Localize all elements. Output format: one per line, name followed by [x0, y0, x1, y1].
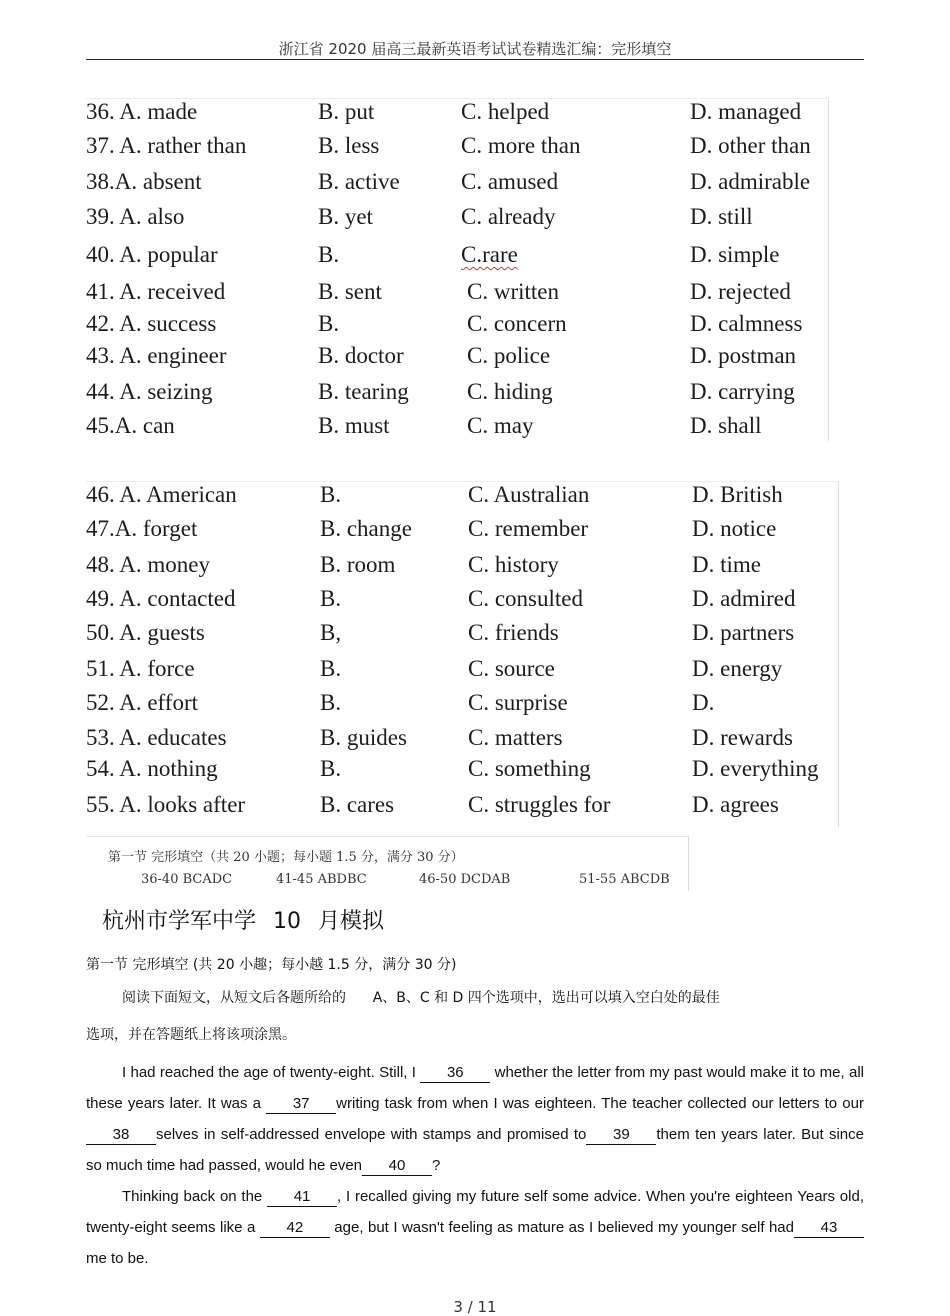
option-c: C. already	[461, 204, 556, 229]
option-d: D. rewards	[692, 725, 793, 750]
option-b: B. yet	[318, 204, 373, 229]
option-d: D. still	[690, 204, 753, 229]
option-b: B. sent	[318, 279, 382, 304]
blank-38: 38	[86, 1126, 156, 1145]
option-d: D. British	[692, 482, 783, 507]
option-b: B.	[318, 311, 340, 336]
option-c: C. struggles for	[468, 792, 611, 817]
option-c: C. written	[467, 279, 559, 304]
option-a: 38.A. absent	[86, 169, 202, 194]
option-d: D. calmness	[690, 311, 803, 336]
option-c: C. something	[468, 756, 591, 781]
option-c: C. amused	[461, 169, 559, 194]
option-b: B. guides	[320, 725, 407, 750]
passage-paragraph-2	[86, 1181, 864, 1274]
option-b: B.	[320, 756, 342, 781]
option-a: 53. A. educates	[86, 725, 227, 750]
option-b: B.	[320, 482, 342, 507]
option-b: B. room	[320, 552, 396, 577]
option-a: 43. A. engineer	[86, 343, 227, 368]
option-d: D. postman	[690, 343, 797, 368]
answer-key-group: 36-40 BCADC	[141, 872, 233, 887]
passage-text: Thinking back on the	[122, 1188, 268, 1205]
blank-36: 36	[420, 1064, 490, 1083]
option-a: 39. A. also	[86, 204, 185, 229]
options-table-36-45	[86, 98, 829, 441]
option-c: C. surprise	[468, 690, 568, 715]
passage-text: them ten years later. But since so much time had passed, would he even	[86, 1126, 864, 1174]
option-a: 40. A. popular	[86, 242, 218, 267]
passage-text: me to be.	[86, 1250, 149, 1267]
option-c: C. concern	[467, 311, 567, 336]
directions-line: 选项，并在答题纸上将该项涂黑。	[86, 1027, 296, 1043]
option-c: C. source	[468, 656, 555, 681]
directions-line: 阅读下面短文，从短文后各题所给的 A、B、C 和 D 四个选项中，选出可以填入空白处的最佳	[122, 990, 720, 1006]
blank-41: 41	[267, 1188, 337, 1207]
option-a: 51. A. force	[86, 656, 195, 681]
passage-text: I had reached the age of twenty-eight. Still, I	[122, 1064, 421, 1081]
option-d: D. rejected	[690, 279, 791, 304]
option-a: 47.A. forget	[86, 516, 198, 541]
option-b: B. must	[318, 413, 390, 438]
answer-key-group: 51-55 ABCDB	[579, 872, 670, 887]
option-a: 41. A. received	[86, 279, 226, 304]
blank-37: 37	[266, 1095, 336, 1114]
option-c: C. history	[468, 552, 559, 577]
directions	[86, 983, 864, 1051]
option-d: D. carrying	[690, 379, 795, 404]
option-a: 37. A. rather than	[86, 133, 247, 158]
option-a: 44. A. seizing	[86, 379, 213, 404]
option-a: 49. A. contacted	[86, 586, 236, 611]
answer-key-box	[86, 836, 689, 891]
option-b: B.	[320, 656, 342, 681]
passage-text: age, but I wasn't feeling as mature as I believed my younger self had	[329, 1219, 794, 1236]
option-a: 52. A. effort	[86, 690, 199, 715]
option-d: D.	[692, 690, 715, 715]
answer-key-title: 第一节 完形填空（共 20 小题；每小题 1.5 分，满分 30 分）	[108, 850, 464, 865]
blank-39: 39	[586, 1126, 656, 1145]
option-a: 50. A. guests	[86, 620, 205, 645]
option-c: C. hiding	[467, 379, 553, 404]
option-c: C. more than	[461, 133, 581, 158]
option-b: B,	[320, 620, 342, 645]
option-d: D. other than	[690, 133, 811, 158]
passage-text: , I recalled giving my future self some advice. When you're eighteen Years old, twenty-eight seems like a	[86, 1188, 864, 1236]
option-a: 54. A. nothing	[86, 756, 218, 781]
option-c: C. helped	[461, 99, 550, 124]
option-b: B. cares	[320, 792, 395, 817]
answer-key-group: 46-50 DCDAB	[419, 872, 511, 887]
answer-key-group: 41-45 ABDBC	[276, 872, 367, 887]
blank-43: 43	[794, 1219, 864, 1238]
option-c: C.rare	[461, 242, 518, 267]
option-b: B. active	[318, 169, 400, 194]
option-b: B. change	[320, 516, 412, 541]
option-d: D. admirable	[690, 169, 811, 194]
option-d: D. managed	[690, 99, 802, 124]
option-d: D. time	[692, 552, 761, 577]
option-d: D. admired	[692, 586, 796, 611]
option-b: B. tearing	[318, 379, 409, 404]
option-d: D. partners	[692, 620, 795, 645]
option-d: D. agrees	[692, 792, 779, 817]
option-c: C. friends	[468, 620, 559, 645]
option-b: B.	[320, 586, 342, 611]
option-a: 55. A. looks after	[86, 792, 246, 817]
options-table-46-55	[86, 481, 839, 827]
option-c: C. matters	[468, 725, 563, 750]
passage-text: whether the letter from my past would make it to me, all these years later. It was a	[86, 1064, 864, 1112]
option-c: C. may	[467, 413, 534, 438]
option-c: C. police	[467, 343, 551, 368]
section-instruction: 第一节 完形填空 (共 20 小趣；每小越 1.5 分，满分 30 分)	[86, 957, 457, 973]
page-number: 3 / 11	[453, 1298, 497, 1316]
passage-text: writing task from when I was eighteen. The teacher collected our letters to our	[336, 1095, 864, 1112]
option-a: 48. A. money	[86, 552, 210, 577]
passage-text: ?	[432, 1157, 441, 1174]
option-d: D. energy	[692, 656, 783, 681]
passage-paragraph-1	[86, 1057, 864, 1181]
option-a: 45.A. can	[86, 413, 175, 438]
option-b: B.	[318, 242, 340, 267]
option-b: B. less	[318, 133, 380, 158]
option-d: D. simple	[690, 242, 780, 267]
section-heading: 杭州市学军中学 10 月模拟	[102, 909, 384, 934]
option-c: C. consulted	[468, 586, 583, 611]
passage-text: selves in self-addressed envelope with stamps and promised to	[156, 1126, 587, 1143]
option-a: 42. A. success	[86, 311, 217, 336]
option-d: D. everything	[692, 756, 819, 781]
option-d: D. notice	[692, 516, 777, 541]
option-c: C. remember	[468, 516, 589, 541]
option-d: D. shall	[690, 413, 762, 438]
option-b: B. doctor	[318, 343, 404, 368]
option-b: B.	[320, 690, 342, 715]
option-a: 46. A. American	[86, 482, 237, 507]
option-a: 36. A. made	[86, 99, 198, 124]
blank-42: 42	[260, 1219, 330, 1238]
blank-40: 40	[362, 1157, 432, 1176]
option-b: B. put	[318, 99, 375, 124]
option-c: C. Australian	[468, 482, 590, 507]
page-header: 浙江省 2020 届高三最新英语考试试卷精选汇编：完形填空	[278, 40, 672, 58]
header-rule	[86, 59, 864, 60]
